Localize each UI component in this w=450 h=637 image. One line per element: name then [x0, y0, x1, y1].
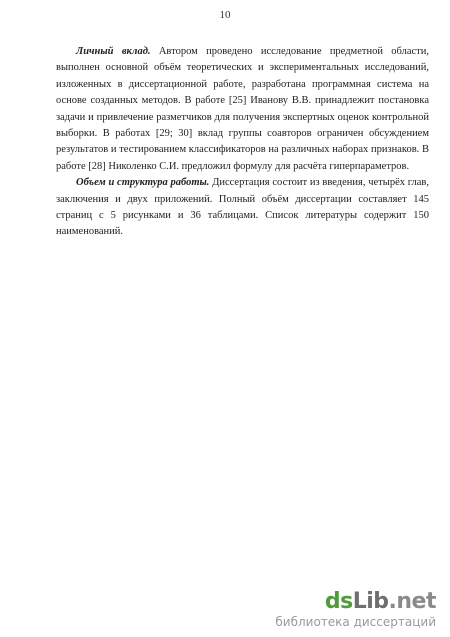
paragraph-personal-contribution — [56, 44, 429, 175]
paragraph-lead: Объем и структура работы. — [76, 177, 210, 189]
paragraph-text: Автором проведено исследование предметной области, выполнен основной объём теоретических и экспериментальных исследований, изложенных в диссертационной работе, разработана программная система на основе созданных методов. В работе [25] Иванову В.В. принадлежит постановка задачи и привлечение разметчиков для получения экспертных оценок контрольной выборки. В работах [29; 30] вклад группы соавторов ограничен обсуждением результатов и тестированием классификаторов на различных наборах признаков. В работе [28] Николенко С.И. предложил формулу для расчёта гиперпараметров. — [56, 46, 429, 172]
watermark-caption: библиотека диссертаций — [275, 615, 436, 629]
body-text — [56, 44, 429, 241]
logo-lib: Lib — [352, 589, 389, 614]
page-number: 10 — [219, 9, 231, 21]
dslib-watermark[interactable] — [275, 590, 436, 629]
logo-net: .net — [388, 589, 436, 614]
paragraph-lead: Личный вклад. — [76, 46, 151, 57]
paragraph-text: Диссертация состоит из введения, четырёх глав, заключения и двух приложений. Полный объём диссертации составляет 145 страниц с 5 рисунками и 36 таблицами. Список литературы содержит 150 наименований. — [56, 177, 429, 238]
paragraph-structure — [56, 175, 429, 241]
dslib-logo — [275, 590, 436, 614]
logo-ds: ds — [324, 589, 353, 614]
